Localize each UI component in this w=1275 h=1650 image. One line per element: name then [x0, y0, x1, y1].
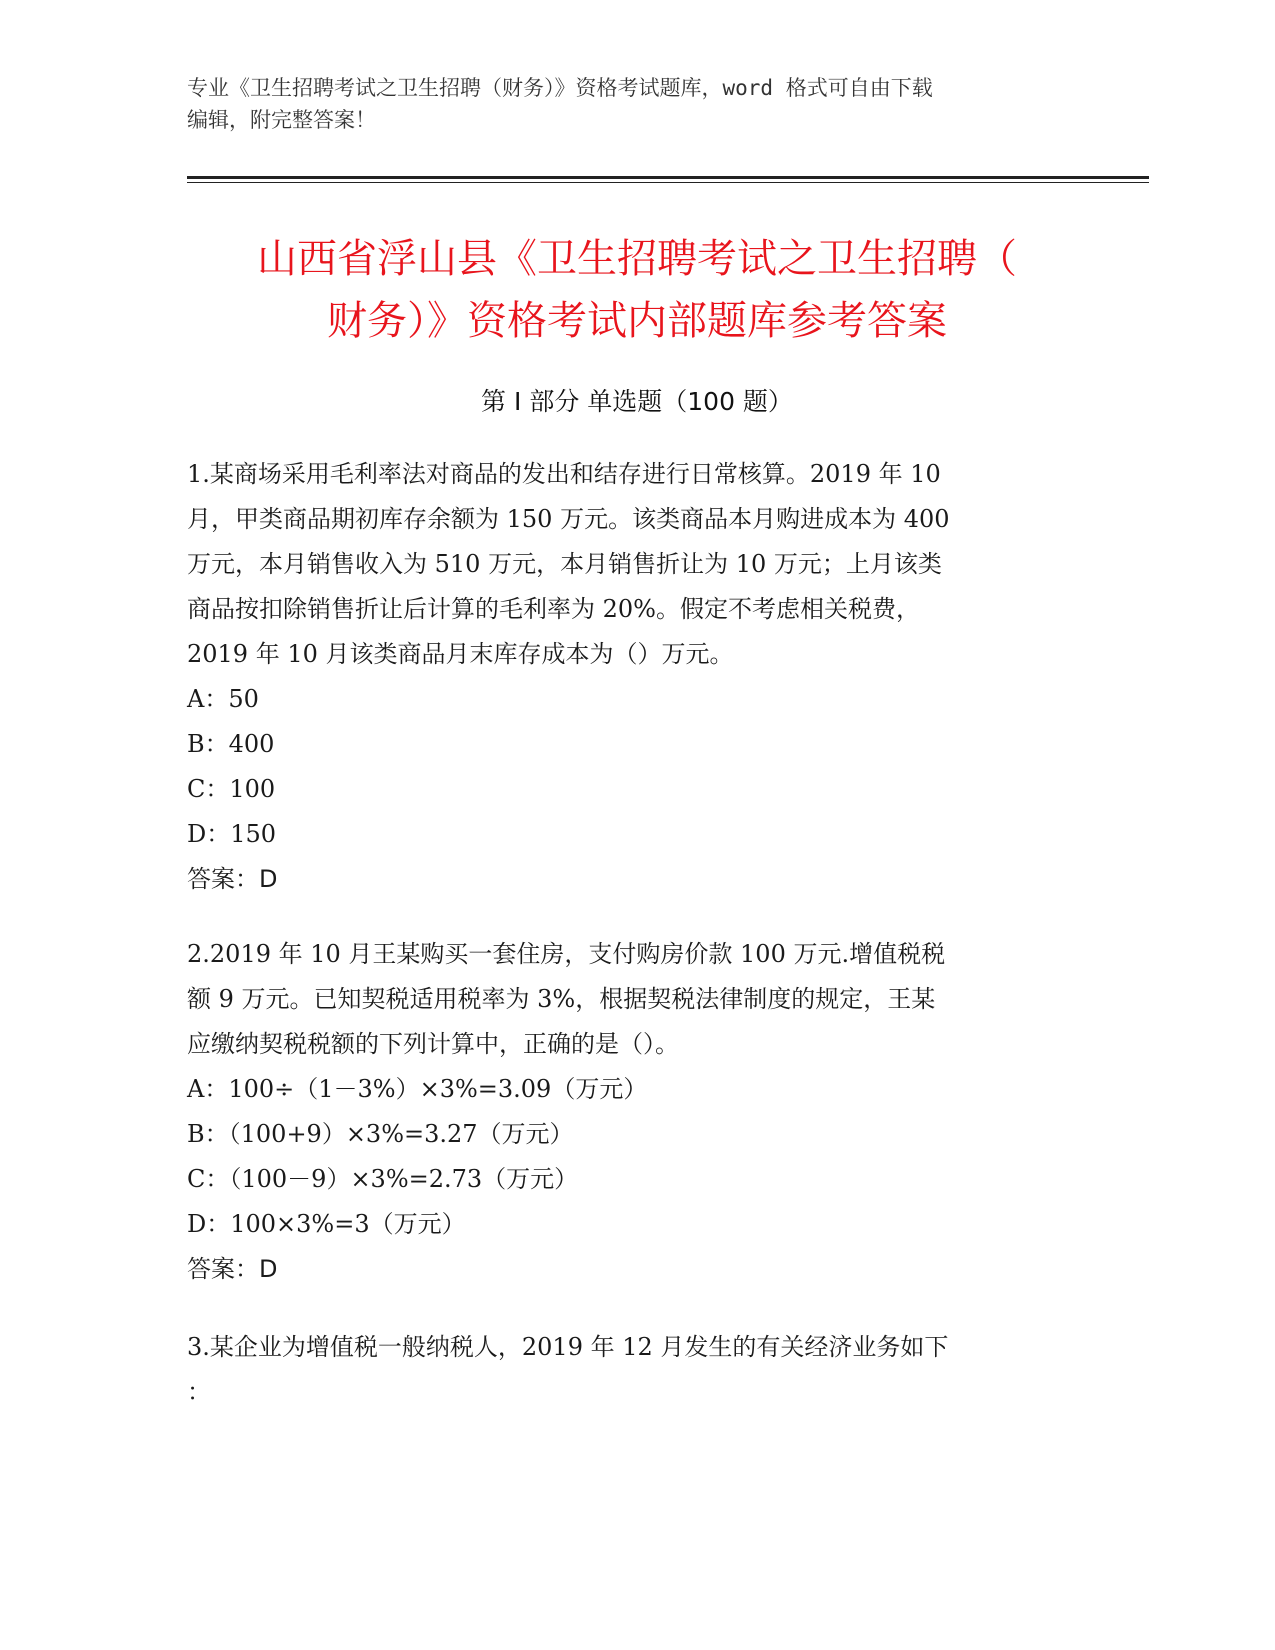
answer-label: 答案：D: [187, 865, 278, 893]
option-c: C：（100－9）×3%=2.73（万元）: [187, 1165, 579, 1193]
header-note-line: 编辑，附完整答案！: [187, 108, 376, 132]
section-heading: 第 I 部分 单选题（100 题）: [481, 387, 793, 416]
option-a: A：50: [187, 685, 259, 713]
question-stem-line: 3.某企业为增值税一般纳税人，2019 年 12 月发生的有关经济业务如下: [187, 1333, 949, 1361]
option-a: A：100÷（1－3%）×3%=3.09（万元）: [187, 1075, 648, 1103]
document-title-line: 财务）》资格考试内部题库参考答案: [327, 298, 947, 344]
answer-label: 答案：D: [187, 1255, 278, 1283]
question-1: [187, 452, 1087, 902]
option-b: B：（100+9）×3%=3.27（万元）: [187, 1120, 574, 1148]
question-stem-line: 1.某商场采用毛利率法对商品的发出和结存进行日常核算。2019 年 10: [187, 460, 941, 488]
header-note-line: 专业《卫生招聘考试之卫生招聘（财务）》资格考试题库，word 格式可自由下载: [187, 76, 933, 100]
option-d: D：100×3%=3（万元）: [187, 1210, 466, 1238]
question-stem-line: 应缴纳契税税额的下列计算中，正确的是（）。: [187, 1030, 679, 1058]
question-stem-line: 万元，本月销售收入为 510 万元，本月销售折让为 10 万元；上月该类: [187, 550, 942, 578]
document-title: [187, 228, 1087, 352]
option-c: C：100: [187, 775, 276, 803]
question-3: [187, 1325, 1087, 1415]
question-stem-line: 商品按扣除销售折让后计算的毛利率为 20%。假定不考虑相关税费，: [187, 595, 920, 623]
header-divider-thick: [187, 176, 1149, 179]
question-stem-line: 额 9 万元。已知契税适用税率为 3%，根据契税法律制度的规定，王某: [187, 985, 936, 1013]
question-stem-line: 2.2019 年 10 月王某购买一套住房，支付购房价款 100 万元.增值税税: [187, 940, 946, 968]
header-divider-thin: [187, 182, 1149, 183]
question-2: [187, 932, 1087, 1292]
header-note: [187, 72, 1087, 136]
document-title-line: 山西省浮山县《卫生招聘考试之卫生招聘（: [257, 236, 1017, 282]
question-stem-line: 2019 年 10 月该类商品月末库存成本为（）万元。: [187, 640, 734, 668]
question-stem-line: ：: [187, 1378, 211, 1406]
option-b: B：400: [187, 730, 275, 758]
option-d: D：150: [187, 820, 277, 848]
question-stem-line: 月，甲类商品期初库存余额为 150 万元。该类商品本月购进成本为 400: [187, 505, 950, 533]
